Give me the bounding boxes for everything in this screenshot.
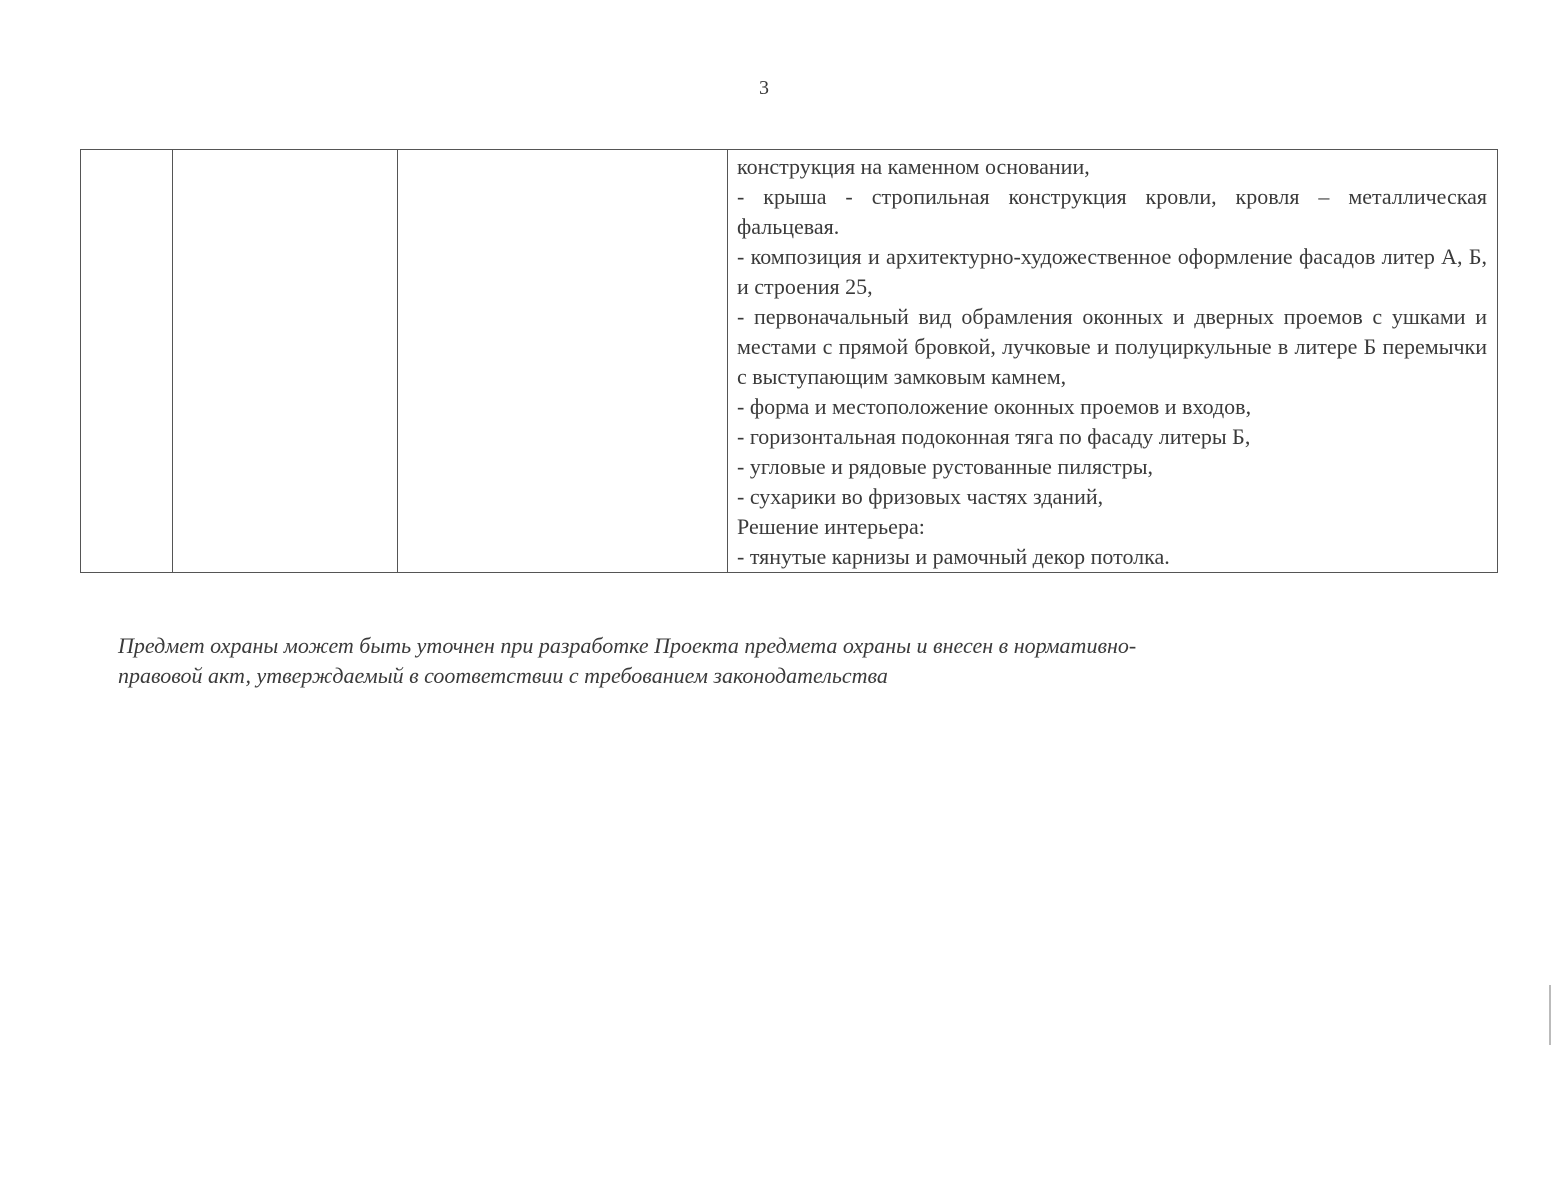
table-paragraph: - горизонтальная подоконная тяга по фасаду литеры Б, [737,424,1251,449]
table-paragraph: - угловые и рядовые рустованные пилястры, [737,454,1153,479]
table-cell-address [398,150,728,573]
table-cell-name [173,150,398,573]
heritage-table [80,149,1498,573]
page-number: 3 [759,77,769,99]
table-cell-number [81,150,173,573]
note-line: правовой акт, утверждаемый в соответствии с требованием законодательства [118,663,888,688]
table-paragraph: - форма и местоположение оконных проемов и входов, [737,394,1252,419]
table-paragraph: - тянутые карнизы и рамочный декор потолка. [737,544,1170,569]
note-line: Предмет охраны может быть уточнен при разработке Проекта предмета охраны и внесен в нормативно- [118,633,1137,658]
scan-edge-mark [1549,985,1551,1045]
protection-subject-text [728,150,1497,572]
table-paragraph: - композиция и архитектурно-художественное оформление фасадов литер А, Б, и строения 25, [737,244,1487,299]
table-paragraph: - крыша - стропильная конструкция кровли, кровля – металлическая фальцевая. [737,184,1487,239]
table-paragraph: - сухарики во фризовых частях зданий, [737,484,1104,509]
table-row [81,150,1498,573]
table-paragraph: - первоначальный вид обрамления оконных и дверных проемов с ушками и местами с прямой бровкой, лучковые и полуциркульные в литере Б перемычки с выступающим замковым камнем, [737,304,1487,389]
table-cell-protection-subject [728,150,1498,573]
table-paragraph: Решение интерьера: [737,514,925,539]
protection-note [118,631,1368,691]
table-paragraph: конструкция на каменном основании, [737,154,1090,179]
